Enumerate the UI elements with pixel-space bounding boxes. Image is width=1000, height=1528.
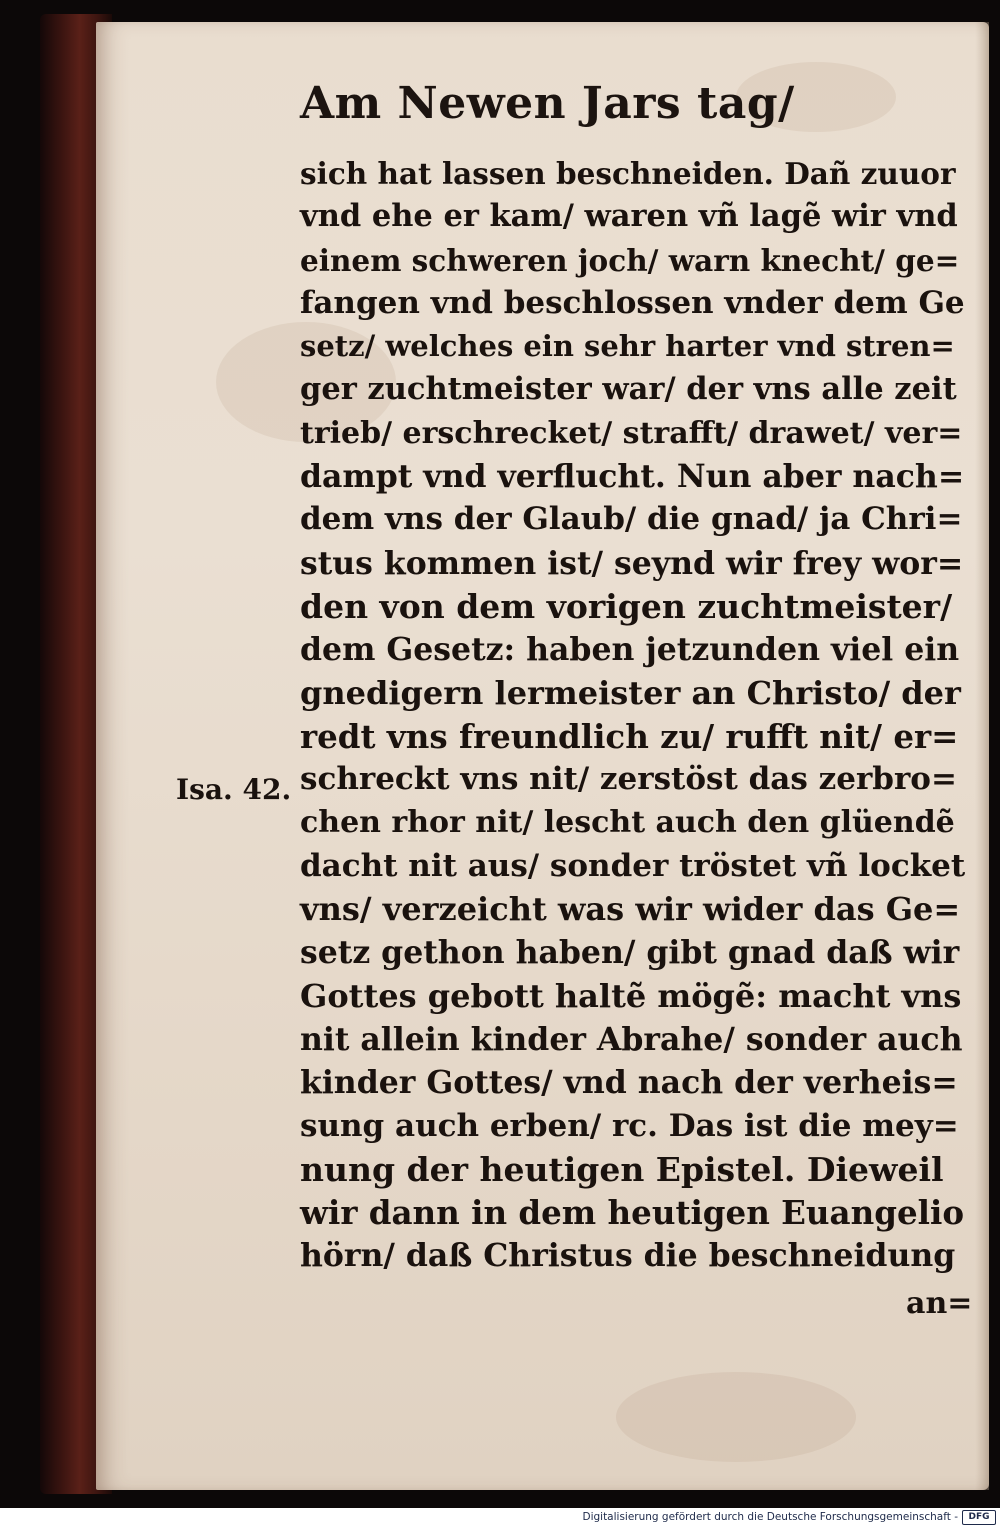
funding-credit: Digitalisierung gefördert durch die Deutsche Forschungsgemeinschaft - — [582, 1511, 958, 1523]
text-line: dem vns der Glaub/ die gnad/ ja Chri= — [300, 501, 963, 538]
running-head: Am Newen Jars tag/ — [300, 78, 795, 129]
text-line: setz/ welches ein sehr harter vnd stren= — [300, 329, 955, 364]
text-line: dem Gesetz: haben jetzunden viel ein — [300, 631, 960, 669]
text-line: fangen vnd beschlossen vnder dem Ge — [300, 284, 965, 321]
text-block — [300, 152, 965, 1278]
text-line: hörn/ daß Christus die beschneidung — [300, 1237, 956, 1275]
text-line: dacht nit aus/ sonder tröstet vñ locket — [300, 847, 966, 884]
text-line: vnd ehe er kam/ waren vñ lagẽ wir vnd — [300, 198, 958, 235]
page-edge-shadow — [975, 22, 989, 1490]
text-line: schreckt vns nit/ zerstöst das zerbro= — [300, 761, 957, 798]
text-line: Gottes gebott haltẽ mögẽ: macht vns — [300, 976, 962, 1015]
text-line: einem schweren joch/ warn knecht/ ge= — [300, 242, 960, 278]
footer-bar — [0, 1508, 1000, 1528]
catchword: an= — [906, 1286, 973, 1321]
text-line: stus kommen ist/ seynd wir frey wor= — [300, 544, 964, 582]
text-line: kinder Gottes/ vnd nach der verheis= — [300, 1064, 958, 1102]
paper-stain — [616, 1372, 856, 1462]
text-line: trieb/ erschrecket/ strafft/ drawet/ ver= — [300, 415, 963, 451]
text-line: setz gethon haben/ gibt gnad daß wir — [300, 934, 960, 972]
text-line: nit allein kinder Abrahe/ sonder auch — [300, 1020, 963, 1058]
text-line: dampt vnd verflucht. Nun aber nach= — [300, 458, 965, 496]
margin-note: Isa. 42. — [176, 773, 292, 806]
dfg-logo-icon[interactable]: DFG — [962, 1510, 996, 1525]
text-line: sung auch erben/ rc. Das ist die mey= — [300, 1107, 959, 1144]
text-line: vns/ verzeicht was wir wider das Ge= — [300, 890, 961, 929]
text-line: den von dem vorigen zuchtmeister/ — [300, 586, 953, 626]
text-line: redt vns freundlich zu/ rufft nit/ er= — [300, 716, 959, 756]
text-line: wir dann in dem heutigen Euangelio — [300, 1193, 965, 1233]
text-line: ger zuchtmeister war/ der vns alle zeit — [300, 371, 957, 408]
text-line: gnedigern lermeister an Christo/ der — [300, 673, 961, 712]
text-line: nung der heutigen Epistel. Dieweil — [300, 1149, 944, 1189]
text-line: sich hat lassen beschneiden. Dañ zuuor — [300, 156, 956, 191]
text-line: chen rhor nit/ lescht auch den glüendẽ — [300, 805, 955, 841]
